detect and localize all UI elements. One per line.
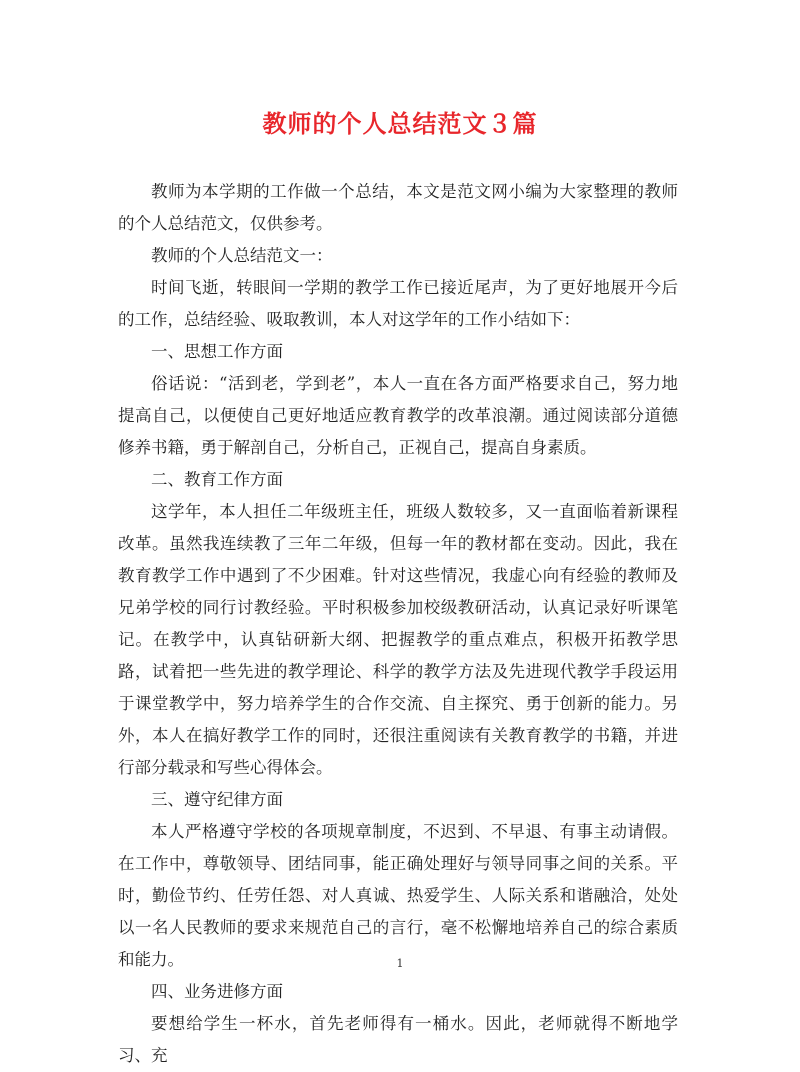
body-paragraph: 本人严格遵守学校的各项规章制度，不迟到、不早退、有事主动请假。在工作中，尊敬领导、团结同事，能正确处理好与领导同事之间的关系。平时，勤俭节约、任劳任怨、对人真诚、热爱学生、人际关系和谐融洽，处处以一名人民教师的要求来规范自己的言行，毫不松懈地培养自己的综合素质和能力。 bbox=[118, 822, 678, 969]
section-heading: 一、思想工作方面 bbox=[151, 342, 283, 361]
body-paragraph: 这学年，本人担任二年级班主任，班级人数较多，又一直面临着新课程改革。虽然我连续教了三年二年级，但每一年的教材都在变动。因此，我在教育教学工作中遇到了不少困难。针对这些情况，我虚心向有经验的教师及兄弟学校的同行讨教经验。平时积极参加校级教研活动，认真记录好听课笔记。在教学中，认真钻研新大纲、把握教学的重点难点，积极开拓教学思路，试着把一些先进的教学理论、科学的教学方法及先进现代教学手段运用于课堂教学中，努力培养学生的合作交流、自主探究、勇于创新的能力。另外，本人在搞好教学工作的同时，还很注重阅读有关教育教学的书籍，并进行部分载录和写些心得体会。 bbox=[118, 502, 678, 777]
intro-paragraph: 教师为本学期的工作做一个总结，本文是范文网小编为大家整理的教师的个人总结范文，仅供参考。 bbox=[118, 182, 678, 233]
body-paragraph: 时间飞逝，转眼间一学期的教学工作已接近尾声，为了更好地展开今后的工作，总结经验、吸取教训，本人对这学年的工作小结如下： bbox=[118, 278, 678, 329]
document-title: 教师的个人总结范文３篇 bbox=[262, 109, 538, 138]
section-heading: 三、遵守纪律方面 bbox=[151, 790, 283, 809]
section-heading: 四、业务进修方面 bbox=[151, 982, 283, 1001]
page-number: 1 bbox=[396, 957, 404, 970]
section-label: 教师的个人总结范文一： bbox=[151, 246, 333, 265]
section-heading: 二、教育工作方面 bbox=[151, 470, 283, 489]
body-paragraph: 要想给学生一杯水，首先老师得有一桶水。因此，老师就得不断地学习、充 bbox=[118, 1014, 678, 1065]
document-body bbox=[118, 176, 678, 1072]
body-paragraph: 俗话说：“活到老，学到老”，本人一直在各方面严格要求自己，努力地提高自己，以便使自己更好地适应教育教学的改革浪潮。通过阅读部分道德修养书籍，勇于解剖自己，分析自己，正视自己，提高自身素质。 bbox=[118, 374, 678, 457]
